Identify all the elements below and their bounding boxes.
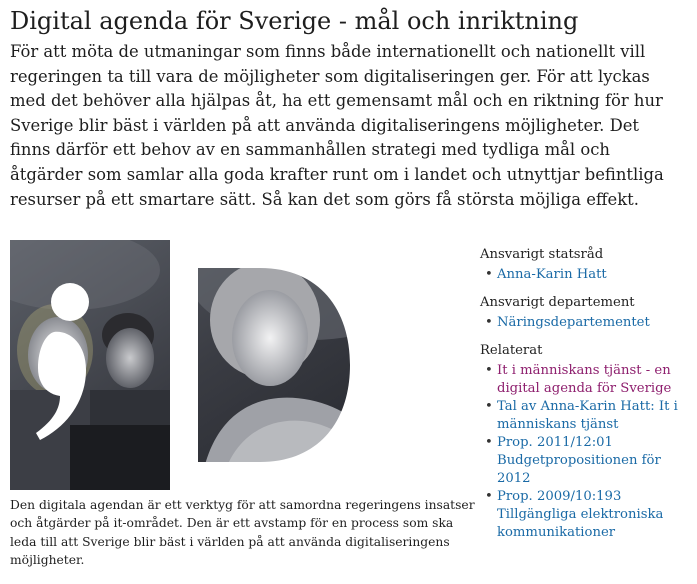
hero-image xyxy=(10,240,402,490)
page-title: Digital agenda för Sverige - mål och inriktning xyxy=(10,7,579,35)
list-item xyxy=(480,362,690,398)
department-list xyxy=(480,314,690,332)
related-link-digital-agenda[interactable]: It i människans tjänst - en digital agenda för Sverige xyxy=(497,363,672,396)
minister-list xyxy=(480,266,690,284)
minister-link[interactable]: Anna-Karin Hatt xyxy=(497,267,607,282)
related-heading: Relaterat xyxy=(480,343,543,358)
sidebar xyxy=(480,246,690,552)
related-link-budget-bill[interactable]: Prop. 2011/12:01 Budgetpropositionen för 2012 xyxy=(497,435,661,486)
minister-heading: Ansvarigt statsråd xyxy=(480,247,604,262)
list-item xyxy=(480,488,690,542)
related-link-speech[interactable]: Tal av Anna-Karin Hatt: It i människans tjänst xyxy=(497,399,678,432)
department-heading: Ansvarigt departement xyxy=(480,295,635,310)
digital-agenda-photo xyxy=(10,240,402,490)
list-item xyxy=(480,398,690,434)
list-item xyxy=(480,434,690,488)
department-link[interactable]: Näringsdepartementet xyxy=(497,315,650,330)
related-link-electronic-communications[interactable]: Prop. 2009/10:193 Tillgängliga elektroniska kommunikationer xyxy=(497,489,664,540)
related-list xyxy=(480,362,690,542)
lead-paragraph: För att möta de utmaningar som finns både internationellt och nationellt vill regeringen ta till vara de möjligheter som digitaliseringen ger. För att lyckas med det behöver alla hjälpas åt, ha ett gemensamt mål och en riktning för hur Sverige blir bäst i världen på att använda digitaliseringens möjligheter. Det finns därför ett behov av en sammanhållen strategi med tydliga mål och åtgärder som samlar alla goda krafter runt om i landet och utnyttjar befintliga resurser på ett smartare sätt. Så kan det som görs få största möjliga effekt. xyxy=(10,42,664,209)
list-item xyxy=(480,314,690,332)
list-item xyxy=(480,266,690,284)
hero-caption: Den digitala agendan är ett verktyg för att samordna regeringens insatser och åtgärder på it-området. Den är ett avstamp för en process som ska leda till att Sverige blir bäst i världen på att använda digitaliseringens möjligheter. xyxy=(10,498,475,568)
